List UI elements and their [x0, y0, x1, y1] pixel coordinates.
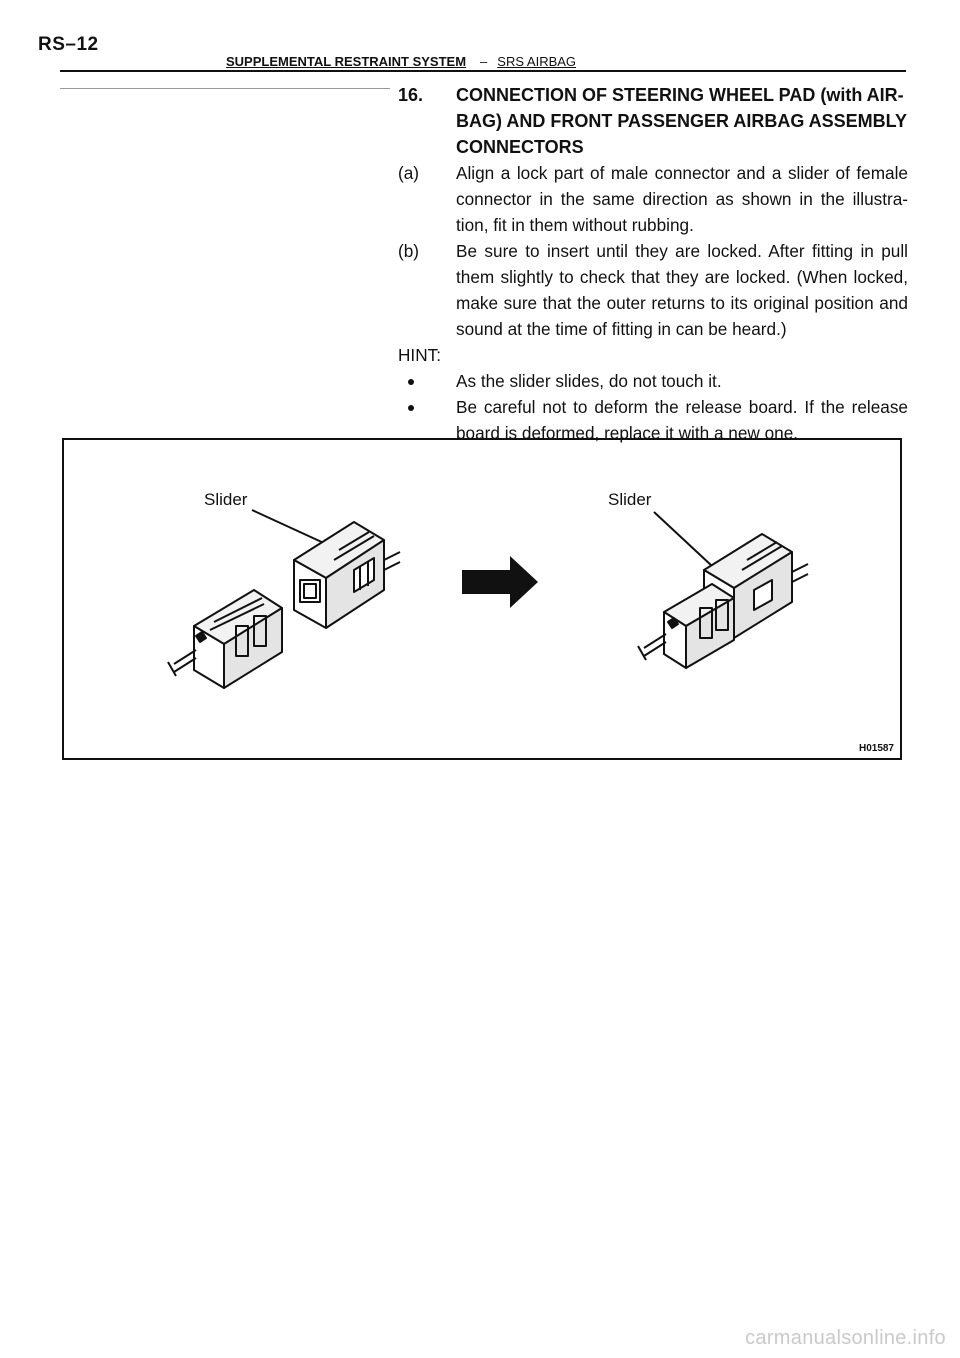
- figure-id: H01587: [858, 743, 894, 754]
- header-rule: [60, 70, 906, 72]
- step-title: CONNECTION OF STEERING WHEEL PAD (with AIR-BAG) AND FRONT PASSENGER AIRBAG ASSEMBLY CONNECTORS: [456, 85, 907, 157]
- header-title: [226, 54, 576, 69]
- item-label: (b): [398, 241, 420, 261]
- step-item-b: [398, 238, 908, 342]
- connector-figure: [62, 438, 902, 760]
- section-title: SUPPLEMENTAL RESTRAINT SYSTEM: [226, 54, 467, 69]
- hint-text: As the slider slides, do not touch it.: [456, 371, 722, 391]
- step-item-a: [398, 160, 908, 238]
- page-code: RS–12: [38, 34, 99, 55]
- hint-label: HINT:: [398, 345, 441, 365]
- connector-illustration: [64, 440, 900, 758]
- header-dash: –: [480, 54, 488, 69]
- mated-connector-icon: [638, 534, 808, 668]
- right-slider-leader: [654, 512, 712, 566]
- slider-label-left: Slider: [204, 490, 248, 509]
- item-text: Align a lock part of male connector and a slider of female connector in the same direction as shown in the illustra-tion, fit in them without rubbing.: [456, 163, 908, 235]
- item-text: Be sure to insert until they are locked. After fitting in pull them slightly to check that they are locked. (When locked, make sure that the outer returns to its original position and sound at the time of fitting in can be heard.): [456, 241, 908, 339]
- step-content: [398, 82, 908, 446]
- left-margin-rule: [60, 88, 390, 89]
- item-label: (a): [398, 163, 420, 183]
- slider-label-right: Slider: [608, 490, 652, 509]
- watermark: carmanualsonline.info: [745, 1327, 946, 1349]
- hint-item: [398, 368, 908, 394]
- step-number: 16.: [398, 85, 424, 105]
- hint-text: Be careful not to deform the release board. If the release board is deformed, replace it with a new one.: [456, 397, 908, 443]
- bullet-icon: [398, 368, 456, 394]
- female-connector-left-icon: [294, 522, 400, 628]
- subsection-title: SRS AIRBAG: [497, 54, 577, 69]
- step-heading: [398, 82, 908, 160]
- left-slider-leader: [252, 510, 326, 544]
- male-connector-left-icon: [168, 590, 282, 688]
- right-arrow-icon: [462, 556, 538, 608]
